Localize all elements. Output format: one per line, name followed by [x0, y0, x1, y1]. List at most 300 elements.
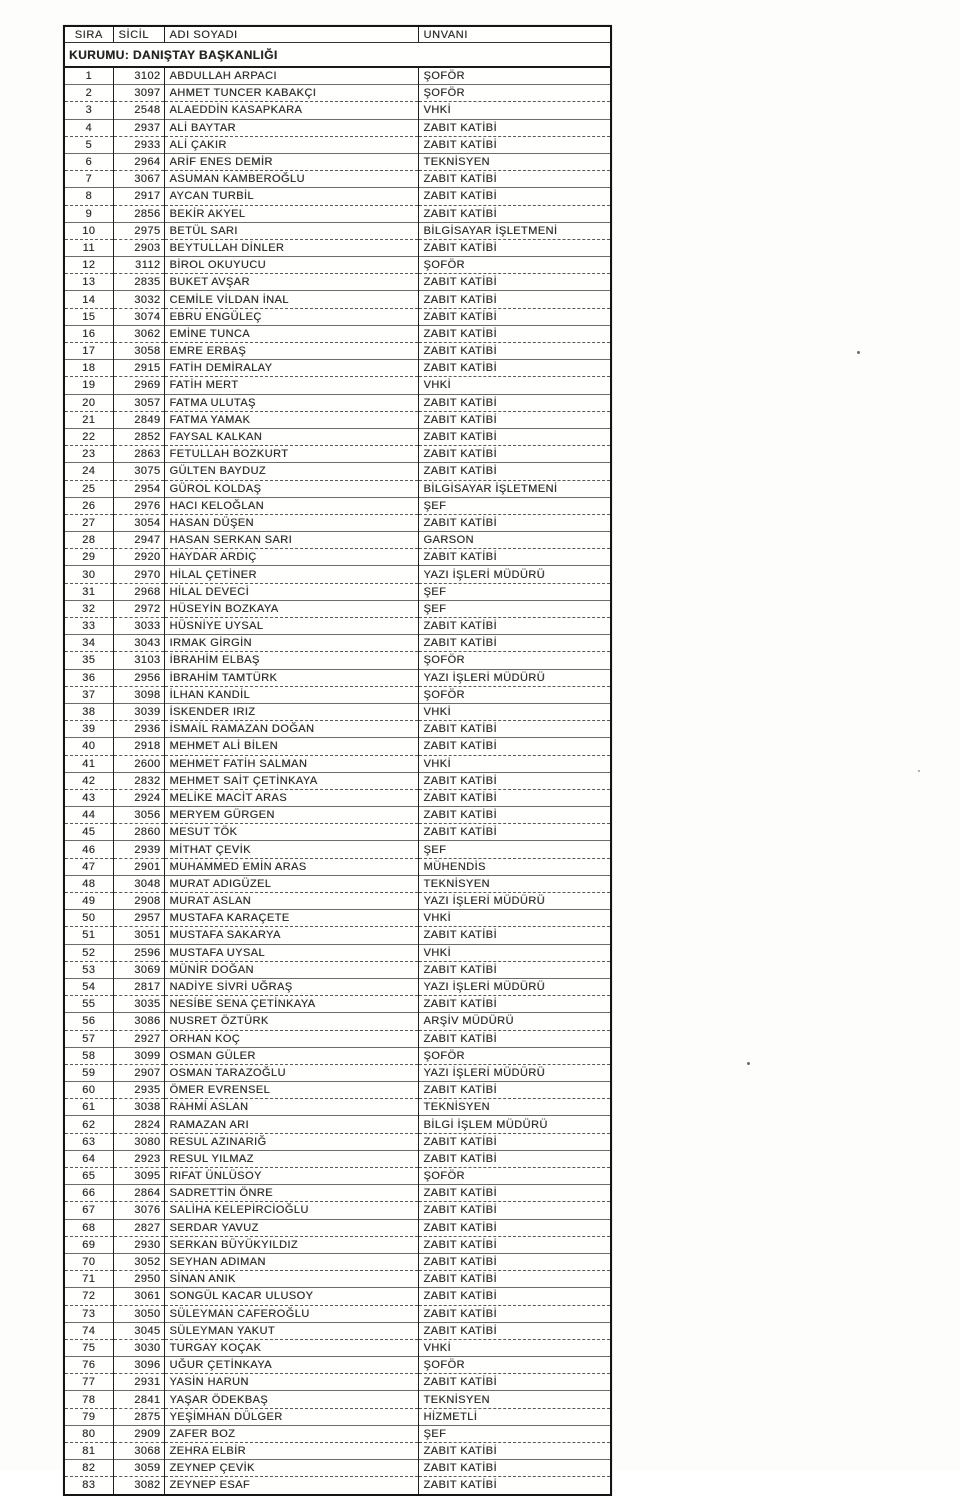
cell-unvani: ŞEF — [418, 600, 611, 617]
cell-ad-soyadi: HASAN SERKAN SARI — [164, 532, 418, 549]
cell-ad-soyadi: FATMA YAMAK — [164, 411, 418, 428]
cell-unvani: VHKİ — [418, 1339, 611, 1356]
cell-sira: 70 — [64, 1253, 113, 1270]
cell-sira: 69 — [64, 1236, 113, 1253]
cell-ad-soyadi: ALİ BAYTAR — [164, 119, 418, 136]
cell-unvani: ZABIT KATİBİ — [418, 325, 611, 342]
cell-unvani: ZABIT KATİBİ — [418, 136, 611, 153]
cell-ad-soyadi: ASUMAN KAMBEROĞLU — [164, 171, 418, 188]
table-row — [64, 1236, 611, 1253]
cell-sicil: 2918 — [113, 738, 164, 755]
table-row — [64, 1013, 611, 1030]
cell-ad-soyadi: SİNAN ANIK — [164, 1271, 418, 1288]
cell-ad-soyadi: MUSTAFA KARAÇETE — [164, 910, 418, 927]
cell-sira: 28 — [64, 532, 113, 549]
cell-ad-soyadi: UĞUR ÇETİNKAYA — [164, 1357, 418, 1374]
cell-ad-soyadi: MERYEM GÜRGEN — [164, 807, 418, 824]
cell-sira: 31 — [64, 583, 113, 600]
cell-sira: 26 — [64, 497, 113, 514]
cell-ad-soyadi: ORHAN KOÇ — [164, 1030, 418, 1047]
table-row — [64, 755, 611, 772]
cell-sicil: 2909 — [113, 1425, 164, 1442]
table-row — [64, 618, 611, 635]
cell-ad-soyadi: FATMA ULUTAŞ — [164, 394, 418, 411]
cell-ad-soyadi: NUSRET ÖZTÜRK — [164, 1013, 418, 1030]
cell-sicil: 2954 — [113, 480, 164, 497]
table-row — [64, 1374, 611, 1391]
cell-unvani: VHKİ — [418, 755, 611, 772]
cell-ad-soyadi: AYCAN TURBİL — [164, 188, 418, 205]
table-row — [64, 1253, 611, 1270]
cell-sicil: 2920 — [113, 549, 164, 566]
cell-sicil: 2970 — [113, 566, 164, 583]
cell-sicil: 2901 — [113, 858, 164, 875]
cell-sicil: 3098 — [113, 686, 164, 703]
cell-sira: 39 — [64, 721, 113, 738]
cell-sicil: 2933 — [113, 136, 164, 153]
cell-sicil: 2596 — [113, 944, 164, 961]
cell-unvani: TEKNİSYEN — [418, 1099, 611, 1116]
cell-ad-soyadi: TURGAY KOÇAK — [164, 1339, 418, 1356]
cell-ad-soyadi: MURAT ASLAN — [164, 893, 418, 910]
cell-sicil: 2908 — [113, 893, 164, 910]
cell-sicil: 2957 — [113, 910, 164, 927]
cell-sira: 10 — [64, 222, 113, 239]
table-row — [64, 1443, 611, 1460]
cell-unvani: ZABIT KATİBİ — [418, 549, 611, 566]
table-row — [64, 600, 611, 617]
cell-sicil: 2969 — [113, 377, 164, 394]
cell-sira: 72 — [64, 1288, 113, 1305]
cell-unvani: YAZI İŞLERİ MÜDÜRÜ — [418, 669, 611, 686]
cell-ad-soyadi: MURAT ADIGÜZEL — [164, 875, 418, 892]
scan-artifact-dot — [918, 770, 920, 772]
cell-ad-soyadi: MELİKE MACİT ARAS — [164, 789, 418, 806]
cell-sira: 68 — [64, 1219, 113, 1236]
cell-unvani: ZABIT KATİBİ — [418, 308, 611, 325]
table-row — [64, 583, 611, 600]
cell-sira: 82 — [64, 1460, 113, 1477]
cell-unvani: TEKNİSYEN — [418, 875, 611, 892]
table-row — [64, 652, 611, 669]
table-row — [64, 1150, 611, 1167]
cell-sira: 19 — [64, 377, 113, 394]
cell-unvani: VHKİ — [418, 102, 611, 119]
cell-ad-soyadi: RIFAT ÜNLÜSOY — [164, 1168, 418, 1185]
table-row — [64, 497, 611, 514]
cell-ad-soyadi: YAŞAR ÖDEKBAŞ — [164, 1391, 418, 1408]
cell-sicil: 3033 — [113, 618, 164, 635]
table-row — [64, 1477, 611, 1495]
cell-unvani: ZABIT KATİBİ — [418, 1219, 611, 1236]
table-row — [64, 1047, 611, 1064]
cell-ad-soyadi: MUHAMMED EMİN ARAS — [164, 858, 418, 875]
cell-sicil: 3058 — [113, 343, 164, 360]
table-row — [64, 1322, 611, 1339]
table-row — [64, 996, 611, 1013]
cell-unvani: BİLGİSAYAR İŞLETMENİ — [418, 480, 611, 497]
table-row — [64, 1305, 611, 1322]
cell-ad-soyadi: İBRAHİM TAMTÜRK — [164, 669, 418, 686]
cell-sira: 37 — [64, 686, 113, 703]
cell-ad-soyadi: MUSTAFA UYSAL — [164, 944, 418, 961]
cell-sira: 57 — [64, 1030, 113, 1047]
cell-unvani: GARSON — [418, 532, 611, 549]
cell-sicil: 2975 — [113, 222, 164, 239]
table-row — [64, 669, 611, 686]
cell-ad-soyadi: NESİBE SENA ÇETİNKAYA — [164, 996, 418, 1013]
cell-sira: 32 — [64, 600, 113, 617]
cell-sira: 43 — [64, 789, 113, 806]
table-row — [64, 807, 611, 824]
cell-sicil: 2849 — [113, 411, 164, 428]
cell-sira: 64 — [64, 1150, 113, 1167]
cell-unvani: ZABIT KATİBİ — [418, 824, 611, 841]
table-header — [64, 26, 611, 43]
cell-ad-soyadi: OSMAN GÜLER — [164, 1047, 418, 1064]
cell-sira: 1 — [64, 67, 113, 85]
cell-ad-soyadi: İLHAN KANDİL — [164, 686, 418, 703]
table-row — [64, 1082, 611, 1099]
cell-unvani: ZABIT KATİBİ — [418, 1374, 611, 1391]
table-row — [64, 1391, 611, 1408]
cell-sira: 63 — [64, 1133, 113, 1150]
cell-sicil: 3099 — [113, 1047, 164, 1064]
cell-ad-soyadi: MEHMET FATİH SALMAN — [164, 755, 418, 772]
cell-ad-soyadi: RAHMİ ASLAN — [164, 1099, 418, 1116]
table-row — [64, 824, 611, 841]
cell-sira: 44 — [64, 807, 113, 824]
cell-unvani: ŞEF — [418, 583, 611, 600]
table-row — [64, 239, 611, 256]
cell-sicil: 3045 — [113, 1322, 164, 1339]
cell-ad-soyadi: ZEYNEP ÇEVİK — [164, 1460, 418, 1477]
cell-sira: 74 — [64, 1322, 113, 1339]
table-row — [64, 686, 611, 703]
cell-sicil: 3051 — [113, 927, 164, 944]
cell-sira: 38 — [64, 703, 113, 720]
cell-sira: 50 — [64, 910, 113, 927]
cell-sicil: 2863 — [113, 446, 164, 463]
column-header-ad: ADI SOYADI — [164, 26, 418, 43]
cell-sicil: 3080 — [113, 1133, 164, 1150]
table-row — [64, 1408, 611, 1425]
cell-sicil: 2976 — [113, 497, 164, 514]
cell-ad-soyadi: ZEYNEP ESAF — [164, 1477, 418, 1495]
table-row — [64, 67, 611, 85]
cell-ad-soyadi: BUKET AVŞAR — [164, 274, 418, 291]
table-row — [64, 703, 611, 720]
table-row — [64, 1271, 611, 1288]
table-row — [64, 480, 611, 497]
table-row — [64, 1116, 611, 1133]
cell-ad-soyadi: SADRETTİN ÖNRE — [164, 1185, 418, 1202]
table-row — [64, 1168, 611, 1185]
cell-ad-soyadi: ALAEDDİN KASAPKARA — [164, 102, 418, 119]
cell-sicil: 2924 — [113, 789, 164, 806]
table-row — [64, 944, 611, 961]
cell-unvani: ZABIT KATİBİ — [418, 1253, 611, 1270]
cell-ad-soyadi: HÜSNİYE UYSAL — [164, 618, 418, 635]
cell-sira: 56 — [64, 1013, 113, 1030]
cell-sicil: 2947 — [113, 532, 164, 549]
cell-sira: 25 — [64, 480, 113, 497]
table-body — [64, 67, 611, 1495]
cell-sira: 53 — [64, 961, 113, 978]
table-row — [64, 153, 611, 170]
cell-sira: 23 — [64, 446, 113, 463]
table-row — [64, 1219, 611, 1236]
cell-sicil: 3097 — [113, 85, 164, 102]
cell-sira: 18 — [64, 360, 113, 377]
cell-sira: 29 — [64, 549, 113, 566]
cell-sira: 77 — [64, 1374, 113, 1391]
cell-unvani: ZABIT KATİBİ — [418, 171, 611, 188]
cell-unvani: ZABIT KATİBİ — [418, 1477, 611, 1495]
cell-sicil: 3103 — [113, 652, 164, 669]
cell-ad-soyadi: ABDULLAH ARPACI — [164, 67, 418, 85]
cell-unvani: BİLGİ İŞLEM MÜDÜRÜ — [418, 1116, 611, 1133]
cell-ad-soyadi: ARİF ENES DEMİR — [164, 153, 418, 170]
cell-ad-soyadi: SONGÜL KACAR ULUSOY — [164, 1288, 418, 1305]
cell-unvani: ZABIT KATİBİ — [418, 1030, 611, 1047]
cell-unvani: ZABIT KATİBİ — [418, 1185, 611, 1202]
cell-unvani: MÜHENDİS — [418, 858, 611, 875]
cell-ad-soyadi: SÜLEYMAN YAKUT — [164, 1322, 418, 1339]
cell-unvani: ŞOFÖR — [418, 1047, 611, 1064]
cell-unvani: ZABIT KATİBİ — [418, 1202, 611, 1219]
cell-ad-soyadi: SALİHA KELEPİRCİOĞLU — [164, 1202, 418, 1219]
cell-unvani: ZABIT KATİBİ — [418, 1133, 611, 1150]
table-row — [64, 325, 611, 342]
cell-ad-soyadi: SERKAN BÜYÜKYILDIZ — [164, 1236, 418, 1253]
cell-sira: 65 — [64, 1168, 113, 1185]
cell-unvani: ZABIT KATİBİ — [418, 789, 611, 806]
cell-unvani: ZABIT KATİBİ — [418, 721, 611, 738]
cell-unvani: ZABIT KATİBİ — [418, 343, 611, 360]
cell-unvani: ZABIT KATİBİ — [418, 738, 611, 755]
table-row — [64, 532, 611, 549]
table-row — [64, 789, 611, 806]
cell-sira: 4 — [64, 119, 113, 136]
cell-sira: 66 — [64, 1185, 113, 1202]
cell-sicil: 3043 — [113, 635, 164, 652]
cell-ad-soyadi: GÜLTEN BAYDUZ — [164, 463, 418, 480]
cell-sicil: 2956 — [113, 669, 164, 686]
cell-sicil: 2930 — [113, 1236, 164, 1253]
cell-sira: 59 — [64, 1064, 113, 1081]
cell-sira: 71 — [64, 1271, 113, 1288]
table-row — [64, 171, 611, 188]
cell-unvani: ŞOFÖR — [418, 652, 611, 669]
cell-unvani: VHKİ — [418, 377, 611, 394]
cell-unvani: VHKİ — [418, 703, 611, 720]
table-row — [64, 291, 611, 308]
cell-sira: 48 — [64, 875, 113, 892]
cell-sicil: 2827 — [113, 1219, 164, 1236]
table-row — [64, 136, 611, 153]
cell-unvani: ZABIT KATİBİ — [418, 1288, 611, 1305]
table-row — [64, 1425, 611, 1442]
cell-sira: 76 — [64, 1357, 113, 1374]
cell-ad-soyadi: BETÜL SARI — [164, 222, 418, 239]
cell-unvani: ZABIT KATİBİ — [418, 1305, 611, 1322]
table-row — [64, 635, 611, 652]
cell-sira: 15 — [64, 308, 113, 325]
cell-sicil: 3095 — [113, 1168, 164, 1185]
cell-sicil: 2937 — [113, 119, 164, 136]
cell-sicil: 2923 — [113, 1150, 164, 1167]
cell-ad-soyadi: EMRE ERBAŞ — [164, 343, 418, 360]
cell-ad-soyadi: HACI KELOĞLAN — [164, 497, 418, 514]
cell-ad-soyadi: BİROL OKUYUCU — [164, 257, 418, 274]
table-row — [64, 394, 611, 411]
cell-unvani: ZABIT KATİBİ — [418, 1322, 611, 1339]
cell-unvani: ŞEF — [418, 841, 611, 858]
cell-sira: 12 — [64, 257, 113, 274]
cell-ad-soyadi: YEŞİMHAN DÜLGER — [164, 1408, 418, 1425]
cell-ad-soyadi: FATİH DEMİRALAY — [164, 360, 418, 377]
cell-sira: 41 — [64, 755, 113, 772]
cell-sicil: 2832 — [113, 772, 164, 789]
table-row — [64, 377, 611, 394]
cell-ad-soyadi: İSKENDER IRIZ — [164, 703, 418, 720]
cell-unvani: ZABIT KATİBİ — [418, 635, 611, 652]
cell-sicil: 2548 — [113, 102, 164, 119]
table-row — [64, 1064, 611, 1081]
table-row — [64, 1185, 611, 1202]
cell-sira: 75 — [64, 1339, 113, 1356]
table-row — [64, 514, 611, 531]
scan-artifact-dot — [857, 351, 860, 354]
cell-unvani: TEKNİSYEN — [418, 1391, 611, 1408]
cell-ad-soyadi: SEYHAN ADIMAN — [164, 1253, 418, 1270]
cell-sicil: 2927 — [113, 1030, 164, 1047]
cell-unvani: ZABIT KATİBİ — [418, 514, 611, 531]
cell-unvani: ZABIT KATİBİ — [418, 428, 611, 445]
cell-sicil: 2600 — [113, 755, 164, 772]
table-row — [64, 360, 611, 377]
cell-sira: 11 — [64, 239, 113, 256]
cell-unvani: YAZI İŞLERİ MÜDÜRÜ — [418, 893, 611, 910]
column-header-sicil: SİCİL — [113, 26, 164, 43]
cell-sicil: 3030 — [113, 1339, 164, 1356]
institution-title: KURUMU: DANIŞTAY BAŞKANLIĞI — [64, 43, 611, 68]
cell-sicil: 3074 — [113, 308, 164, 325]
cell-unvani: ZABIT KATİBİ — [418, 772, 611, 789]
cell-sicil: 3075 — [113, 463, 164, 480]
cell-sira: 27 — [64, 514, 113, 531]
personnel-table — [63, 25, 612, 1496]
table-row — [64, 1099, 611, 1116]
cell-ad-soyadi: ÖMER EVRENSEL — [164, 1082, 418, 1099]
cell-sira: 60 — [64, 1082, 113, 1099]
cell-sicil: 3102 — [113, 67, 164, 85]
cell-unvani: ZABIT KATİBİ — [418, 188, 611, 205]
cell-ad-soyadi: RESUL YILMAZ — [164, 1150, 418, 1167]
cell-ad-soyadi: HİLAL ÇETİNER — [164, 566, 418, 583]
cell-sira: 58 — [64, 1047, 113, 1064]
cell-unvani: ŞOFÖR — [418, 257, 611, 274]
table-row — [64, 1357, 611, 1374]
cell-ad-soyadi: AHMET TUNCER KABAKÇI — [164, 85, 418, 102]
cell-sira: 5 — [64, 136, 113, 153]
cell-ad-soyadi: MUSTAFA SAKARYA — [164, 927, 418, 944]
cell-ad-soyadi: IRMAK GİRGİN — [164, 635, 418, 652]
cell-sira: 80 — [64, 1425, 113, 1442]
cell-sira: 49 — [64, 893, 113, 910]
cell-ad-soyadi: ZEHRA ELBİR — [164, 1443, 418, 1460]
cell-unvani: ŞOFÖR — [418, 67, 611, 85]
cell-sira: 36 — [64, 669, 113, 686]
cell-unvani: ZABIT KATİBİ — [418, 394, 611, 411]
table-row — [64, 858, 611, 875]
cell-unvani: ZABIT KATİBİ — [418, 274, 611, 291]
cell-sicil: 3039 — [113, 703, 164, 720]
table-row — [64, 257, 611, 274]
column-header-unvan: UNVANI — [418, 26, 611, 43]
cell-sira: 83 — [64, 1477, 113, 1495]
cell-sicil: 2907 — [113, 1064, 164, 1081]
cell-sira: 52 — [64, 944, 113, 961]
cell-unvani: ZABIT KATİBİ — [418, 1236, 611, 1253]
cell-unvani: ZABIT KATİBİ — [418, 996, 611, 1013]
cell-unvani: TEKNİSYEN — [418, 153, 611, 170]
cell-sicil: 3038 — [113, 1099, 164, 1116]
cell-sira: 45 — [64, 824, 113, 841]
column-header-sira: SIRA — [64, 26, 113, 43]
cell-sira: 62 — [64, 1116, 113, 1133]
cell-sira: 42 — [64, 772, 113, 789]
cell-sicil: 2915 — [113, 360, 164, 377]
cell-unvani: ZABIT KATİBİ — [418, 291, 611, 308]
cell-sicil: 2972 — [113, 600, 164, 617]
cell-sicil: 2835 — [113, 274, 164, 291]
cell-sira: 40 — [64, 738, 113, 755]
cell-sicil: 2903 — [113, 239, 164, 256]
cell-unvani: ZABIT KATİBİ — [418, 618, 611, 635]
cell-sicil: 2864 — [113, 1185, 164, 1202]
cell-sicil: 3112 — [113, 257, 164, 274]
cell-sicil: 2917 — [113, 188, 164, 205]
cell-sira: 35 — [64, 652, 113, 669]
cell-sicil: 3050 — [113, 1305, 164, 1322]
table-row — [64, 978, 611, 995]
cell-unvani: ŞOFÖR — [418, 1357, 611, 1374]
cell-sicil: 3076 — [113, 1202, 164, 1219]
cell-sicil: 3082 — [113, 1477, 164, 1495]
table-row — [64, 1202, 611, 1219]
table-row — [64, 910, 611, 927]
table-row — [64, 463, 611, 480]
cell-unvani: ZABIT KATİBİ — [418, 360, 611, 377]
cell-sicil: 2964 — [113, 153, 164, 170]
cell-ad-soyadi: HÜSEYİN BOZKAYA — [164, 600, 418, 617]
cell-unvani: ŞEF — [418, 497, 611, 514]
cell-sira: 13 — [64, 274, 113, 291]
cell-unvani: YAZI İŞLERİ MÜDÜRÜ — [418, 1064, 611, 1081]
cell-ad-soyadi: MÜNİR DOĞAN — [164, 961, 418, 978]
cell-unvani: ZABIT KATİBİ — [418, 463, 611, 480]
cell-ad-soyadi: İBRAHİM ELBAŞ — [164, 652, 418, 669]
cell-sicil: 3052 — [113, 1253, 164, 1270]
table-row — [64, 119, 611, 136]
cell-sicil: 3054 — [113, 514, 164, 531]
cell-ad-soyadi: MİTHAT ÇEVİK — [164, 841, 418, 858]
cell-ad-soyadi: MEHMET SAİT ÇETİNKAYA — [164, 772, 418, 789]
table-row — [64, 566, 611, 583]
cell-sira: 51 — [64, 927, 113, 944]
